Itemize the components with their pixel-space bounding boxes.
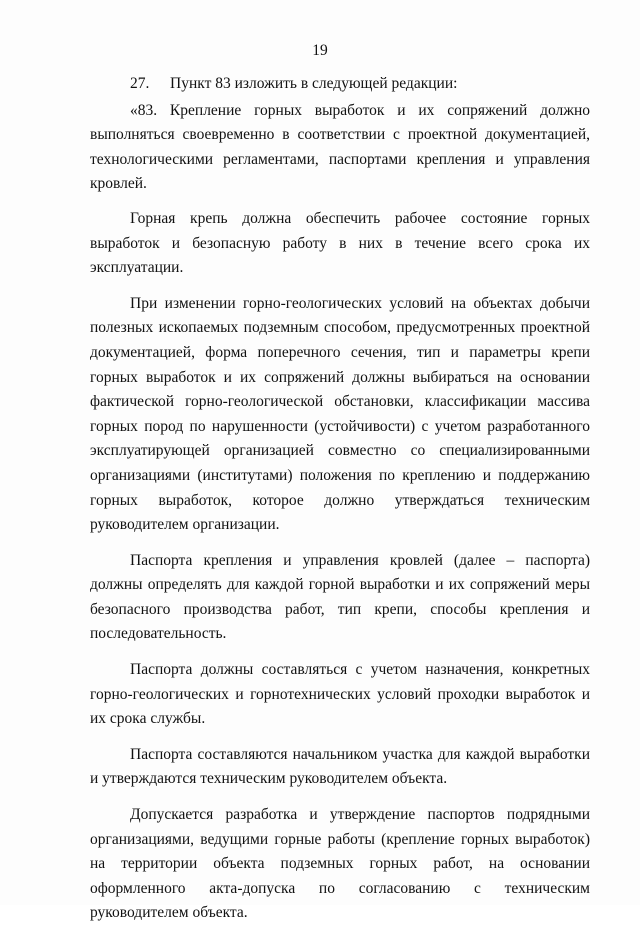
paragraph-contractors: Допускается разработка и утверждение паспортов подрядными организациями, ведущими горные работы (крепление горных выработок) на территории объекта подземных горных работ, на основании оформленного акта-допуска по согласованию с техническим руководителем объекта.: [90, 806, 590, 922]
item-27: [90, 72, 590, 97]
paragraph-passports-compilation: Паспорта должны составляться с учетом назначения, конкретных горно-геологических и горнотехнических условий проходки выработок и их срока службы.: [90, 661, 590, 728]
document-body: [90, 72, 590, 937]
paragraph-support-requirement: Горная крепь должна обеспечить рабочее состояние горных выработок и безопасную работу в них в течение всего срока их эксплуатации.: [90, 209, 590, 277]
item-number: 27.: [130, 75, 150, 92]
item-text: Пункт 83 изложить в следующей редакции:: [170, 75, 458, 92]
paragraph-passports-approval: Паспорта составляются начальником участка для каждой выработки и утверждаются техническим руководителем объекта.: [90, 745, 590, 788]
paragraph-passports-definition: Паспорта крепления и управления кровлей (далее – паспорта) должны определять для каждой горной выработки и их сопряжений меры безопасного производства работ, тип крепи, способы крепления и последовательность.: [90, 551, 590, 643]
paragraph-83: «83. Крепление горных выработок и их сопряжений должно выполняться своевременно в соответствии с проектной документацией, технологическими регламентами, паспортами крепления и управления кровлей.: [90, 101, 590, 193]
paragraph-geological-conditions: При изменении горно-геологических условий на объектах добычи полезных ископаемых подземным способом, предусмотренных проектной документацией, форма поперечного сечения, тип и параметры крепи горных выработок и их сопряжений должны выбираться на основании фактической горно-геологической обстановки, классификации массива горных пород по нарушенности (устойчивости) с учетом разработанного эксплуатирующей организацией совместно со специализированными организациями (институтами) положения по креплению и поддержанию горных выработок, которое должно утверждаться техническим руководителем организации.: [90, 294, 590, 534]
page-number: 19: [312, 42, 328, 59]
